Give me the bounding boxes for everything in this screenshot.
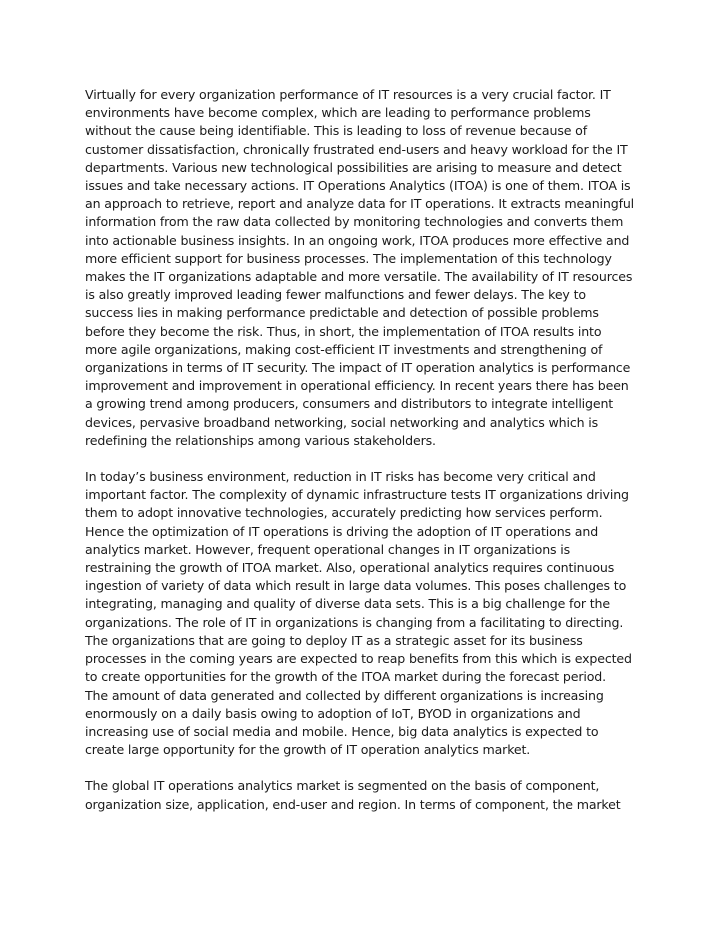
text-line: ingestion of variety of data which result in large data volumes. This poses challenges to bbox=[85, 578, 627, 594]
text-line: improvement and improvement in operational efficiency. In recent years there has been bbox=[85, 378, 629, 394]
text-line: more efficient support for business processes. The implementation of this technology bbox=[85, 250, 612, 266]
text-line: organizations. The role of IT in organizations is changing from a facilitating to directing. bbox=[85, 614, 624, 630]
text-line: issues and take necessary actions. IT Operations Analytics (ITOA) is one of them. ITOA is bbox=[85, 178, 631, 194]
text-line: is also greatly improved leading fewer malfunctions and fewer delays. The key to bbox=[85, 287, 586, 303]
text-line: restraining the growth of ITOA market. Also, operational analytics requires continuous bbox=[85, 560, 615, 576]
text-line: The global IT operations analytics market is segmented on the basis of component, bbox=[85, 778, 600, 794]
text-line: redefining the relationships among various stakeholders. bbox=[85, 432, 436, 448]
text-line: organization size, application, end-user and region. In terms of component, the market bbox=[85, 796, 621, 812]
text-line: increasing use of social media and mobile. Hence, big data analytics is expected to bbox=[85, 723, 599, 739]
text-line: Hence the optimization of IT operations is driving the adoption of IT operations and bbox=[85, 523, 599, 539]
text-line: them to adopt innovative technologies, accurately predicting how services perform. bbox=[85, 505, 603, 521]
text-line: departments. Various new technological possibilities are arising to measure and detect bbox=[85, 159, 622, 175]
text-line: to create opportunities for the growth of the ITOA market during the forecast period. bbox=[85, 669, 606, 685]
text-line: information from the raw data collected by monitoring technologies and converts them bbox=[85, 214, 624, 230]
text-line: important factor. The complexity of dynamic infrastructure tests IT organizations driving bbox=[85, 487, 629, 503]
text-line: a growing trend among producers, consumers and distributors to integrate intelligent bbox=[85, 396, 614, 412]
text-line: an approach to retrieve, report and analyze data for IT operations. It extracts meaningful bbox=[85, 196, 635, 212]
text-line: analytics market. However, frequent operational changes in IT organizations is bbox=[85, 541, 571, 557]
text-line: environments have become complex, which are leading to performance problems bbox=[85, 105, 591, 121]
text-line: before they become the risk. Thus, in short, the implementation of ITOA results into bbox=[85, 323, 602, 339]
text-line: The amount of data generated and collected by different organizations is increasing bbox=[85, 687, 604, 703]
text-line: success lies in making performance predictable and detection of possible problems bbox=[85, 305, 599, 321]
text-line: processes in the coming years are expected to reap benefits from this which is expected bbox=[85, 651, 632, 667]
paragraph-3 bbox=[85, 777, 637, 813]
text-line: without the cause being identifiable. This is leading to loss of revenue because of bbox=[85, 123, 588, 139]
text-line: devices, pervasive broadband networking, social networking and analytics which is bbox=[85, 414, 599, 430]
text-line: Virtually for every organization performance of IT resources is a very crucial factor. IT bbox=[85, 87, 611, 102]
text-line: more agile organizations, making cost-efficient IT investments and strengthening of bbox=[85, 341, 603, 357]
text-line: In today’s business environment, reduction in IT risks has become very critical and bbox=[85, 469, 596, 485]
text-line: The organizations that are going to deploy IT as a strategic asset for its business bbox=[85, 632, 583, 648]
text-line: customer dissatisfaction, chronically frustrated end-users and heavy workload for the IT bbox=[85, 141, 628, 157]
paragraph-2 bbox=[85, 468, 637, 759]
text-line: integrating, managing and quality of diverse data sets. This is a big challenge for the bbox=[85, 596, 610, 612]
text-line: organizations in terms of IT security. The impact of IT operation analytics is performance bbox=[85, 360, 631, 376]
text-line: enormously on a daily basis owing to adoption of IoT, BYOD in organizations and bbox=[85, 705, 581, 721]
text-line: makes the IT organizations adaptable and more versatile. The availability of IT resources bbox=[85, 269, 633, 285]
paragraph-1 bbox=[85, 86, 637, 450]
text-line: create large opportunity for the growth of IT operation analytics market. bbox=[85, 742, 531, 758]
document-page bbox=[85, 86, 637, 832]
text-line: into actionable business insights. In an ongoing work, ITOA produces more effective and bbox=[85, 232, 630, 248]
